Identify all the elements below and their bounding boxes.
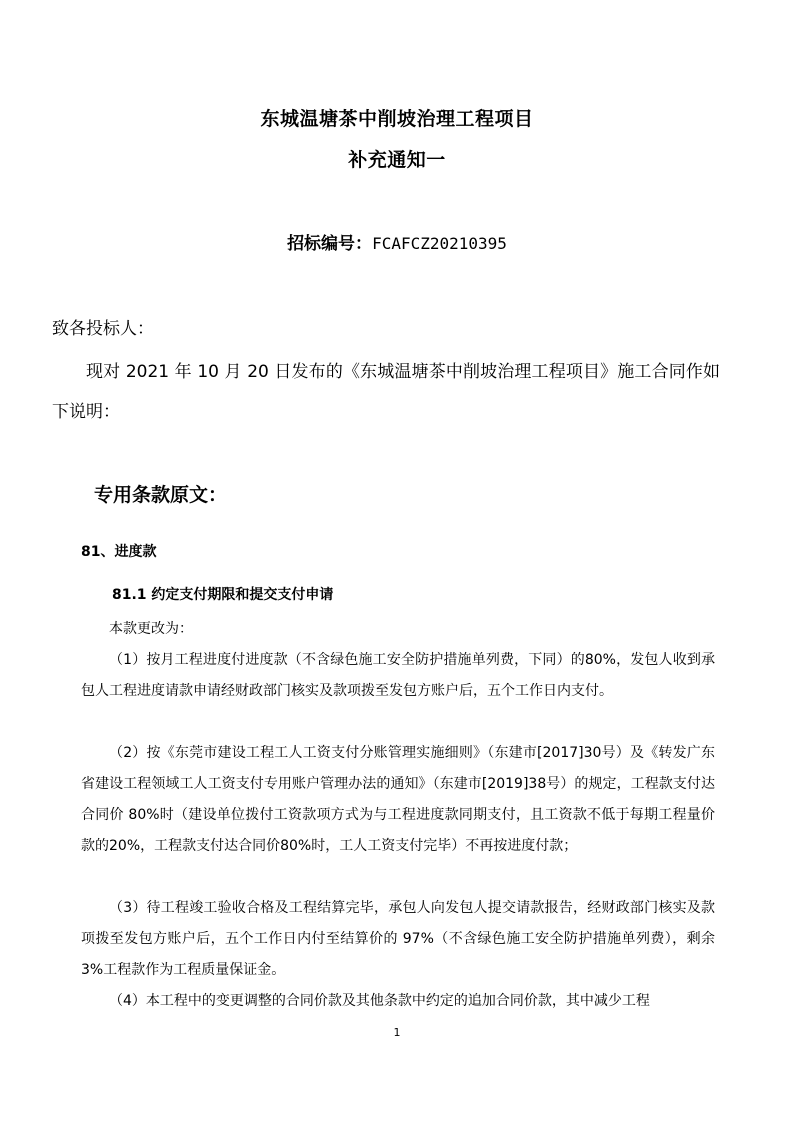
document-title: 东城温塘茶中削坡治理工程项目	[260, 108, 534, 130]
clause-heading: 81、进度款	[81, 544, 157, 560]
subclause-heading: 81.1 约定支付期限和提交支付申请	[112, 587, 334, 603]
clause-item-3: （3）待工程竣工验收合格及工程结算完毕，承包人向发包人提交请款报告，经财政部门核实及款项拨至发包方账户后，五个工作日内付至结算价的 97%（不含绿色施工安全防护措施单列费），剩余 3%工程款作为工程质量保证金。	[81, 900, 715, 978]
tender-number-label: 招标编号：	[287, 234, 373, 254]
salutation: 致各投标人：	[52, 319, 154, 339]
intro-paragraph: 现对 2021 年 10 月 20 日发布的《东城温塘茶中削坡治理工程项目》施工合同作如下说明：	[52, 362, 720, 422]
changed-to-label: 本款更改为：	[109, 621, 193, 637]
section-heading: 专用条款原文：	[94, 484, 228, 506]
tender-number	[0, 229, 794, 254]
clause-item-2: （2）按《东莞市建设工程工人工资支付分账管理实施细则》（东建市[2017]30号）及《转发广东省建设工程领域工人工资支付专用账户管理办法的通知》（东建市[2019]38号）的规定，工程款支付达合同价 80%时（建设单位拨付工资款项方式为与工程进度款同期支付，且工资款不低于每期工程量价款的20%，工程款支付达合同价80%时，工人工资支付完毕）不再按进度付款；	[81, 745, 715, 854]
clause-item-1: （1）按月工程进度付进度款（不含绿色施工安全防护措施单列费，下同）的80%，发包人收到承包人工程进度请款申请经财政部门核实及款项拨至发包方账户后，五个工作日内支付。	[81, 652, 715, 699]
document-subtitle: 补充通知一	[348, 149, 446, 171]
page-number: 1	[393, 1026, 401, 1039]
clause-item-4: （4）本工程中的变更调整的合同价款及其他条款中约定的追加合同价款，其中减少工程	[109, 993, 650, 1009]
tender-number-code: FCAFCZ20210395	[372, 234, 507, 253]
